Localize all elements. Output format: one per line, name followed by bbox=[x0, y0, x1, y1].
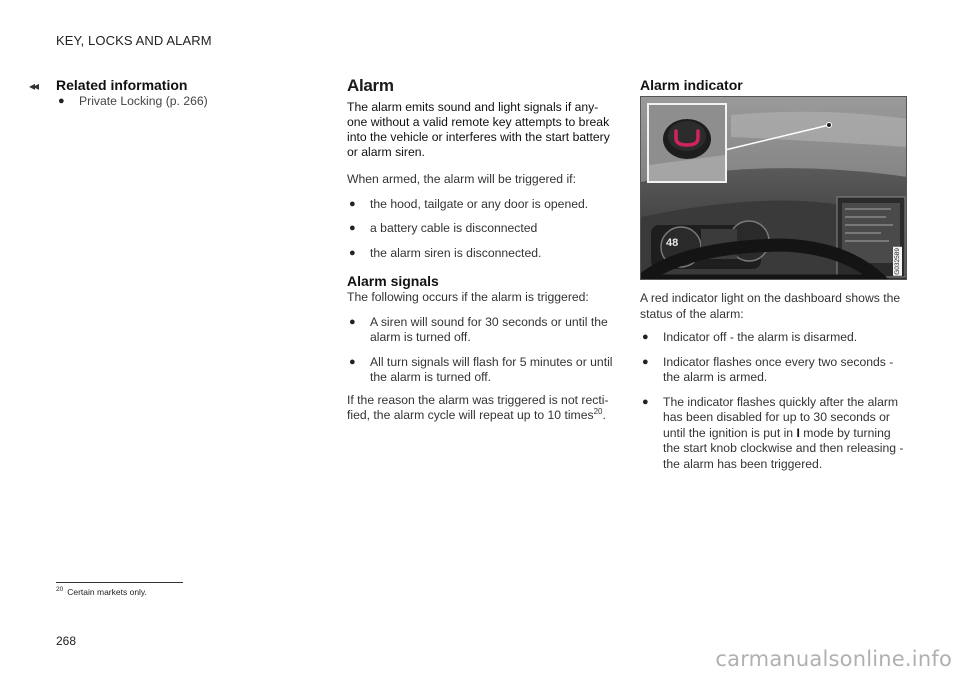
list-item: ● a battery cable is disconnected bbox=[349, 221, 538, 235]
list-item: ● A siren will sound for 30 seconds or until the alarm is turned off. bbox=[349, 314, 608, 344]
footnote-ref[interactable]: 20 bbox=[593, 406, 603, 416]
footnote-text: Certain markets only. bbox=[67, 587, 147, 597]
alarm-indicator-heading: Alarm indicator bbox=[640, 77, 743, 93]
list-item: ● All turn signals will flash for 5 minutes or until the alarm is turned off. bbox=[349, 354, 613, 384]
indicator-status-list bbox=[640, 330, 910, 472]
bullet-icon: ● bbox=[349, 246, 356, 259]
list-item: ● the hood, tailgate or any door is opened. bbox=[349, 196, 589, 211]
list-item: ● the alarm siren is disconnected. bbox=[349, 245, 542, 260]
alarm-lead-paragraph: The alarm emits sound and light signals if any-one without a valid remote key attempts to break into the vehicle or interferes with the start battery or alarm siren. bbox=[347, 100, 610, 159]
related-link-private-locking[interactable] bbox=[56, 94, 286, 110]
indicator-closeup bbox=[649, 105, 725, 181]
footnote-number: 20 bbox=[56, 586, 64, 594]
ignition-mode-label: I bbox=[796, 425, 800, 440]
list-item: ● The indicator flashes quickly after the alarm has been disabled for up to 30 seconds or until the ignition is put in I mode by turning the start knob clockwise and then releasing - the alarm has been triggered. bbox=[642, 394, 904, 471]
footnote bbox=[56, 587, 147, 597]
alarm-section bbox=[347, 76, 617, 433]
speed-readout: 48 bbox=[666, 237, 679, 249]
watermark-text: carmanualsonline.info bbox=[715, 647, 952, 671]
figure-code-label: G032589 bbox=[894, 248, 901, 275]
indicator-intro-text: A red indicator light on the dashboard shows the status of the alarm: bbox=[640, 291, 901, 321]
bullet-icon: ● bbox=[642, 395, 649, 408]
indicator-closeup-inset bbox=[647, 103, 727, 183]
previous-page-chevron-icon[interactable]: ◂◂ bbox=[29, 79, 38, 93]
alarm-signals-list bbox=[347, 315, 617, 386]
footnote-divider bbox=[56, 582, 183, 583]
alarm-indicator-text bbox=[640, 291, 910, 481]
alarm-title: Alarm bbox=[347, 76, 394, 95]
bullet-icon: ● bbox=[349, 315, 356, 328]
bullet-icon: ● bbox=[642, 355, 649, 368]
section-header-title: KEY, LOCKS AND ALARM bbox=[56, 33, 212, 48]
list-item: ● Indicator off - the alarm is disarmed. bbox=[642, 330, 858, 344]
armed-trigger-list bbox=[347, 197, 617, 262]
bullet-icon: ● bbox=[349, 197, 356, 210]
armed-intro-text: When armed, the alarm will be triggered if: bbox=[347, 172, 576, 186]
bullet-icon: ● bbox=[349, 222, 356, 234]
alarm-repeat-paragraph: If the reason the alarm was triggered is not recti-fied, the alarm cycle will repeat up to 10 times$^{20}$. bbox=[347, 392, 609, 422]
alarm-signals-intro: The following occurs if the alarm is triggered: bbox=[347, 290, 589, 304]
bullet-icon: ● bbox=[58, 95, 65, 107]
related-information-heading: Related information bbox=[56, 77, 188, 93]
alarm-indicator-section bbox=[640, 77, 910, 97]
page-number: 268 bbox=[56, 634, 77, 648]
dashboard-alarm-indicator-figure bbox=[640, 96, 907, 280]
alarm-signals-heading: Alarm signals bbox=[347, 273, 439, 289]
related-information-list bbox=[56, 94, 286, 110]
list-item: ● Indicator flashes once every two seconds - the alarm is armed. bbox=[642, 354, 894, 384]
related-information-section bbox=[56, 77, 286, 118]
bullet-icon: ● bbox=[349, 355, 356, 368]
related-link-label[interactable]: Private Locking (p. 266) bbox=[79, 94, 208, 108]
bullet-icon: ● bbox=[642, 331, 649, 343]
